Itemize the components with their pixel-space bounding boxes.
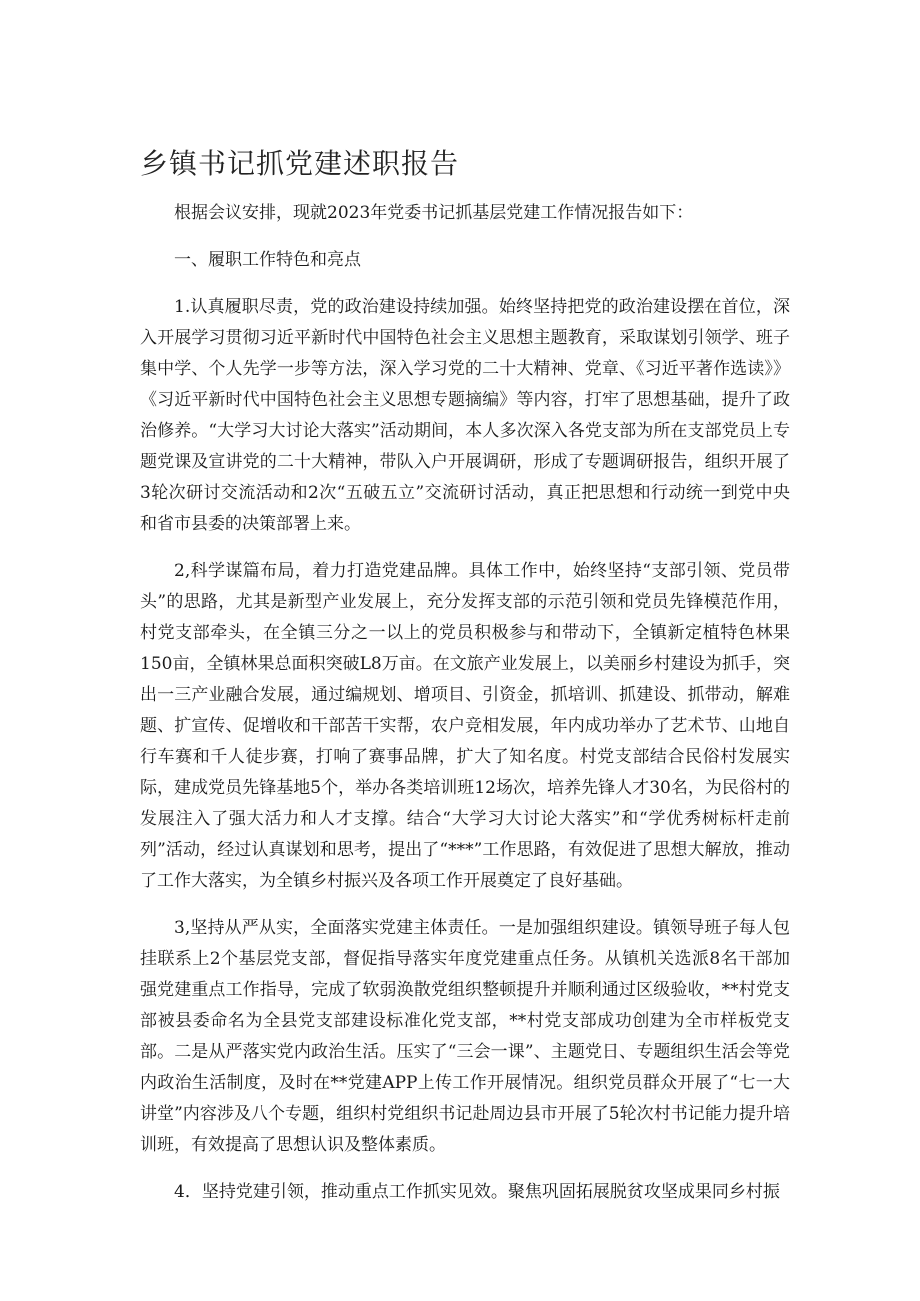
paragraph-item-1: 1.认真履职尽责，党的政治建设持续加强。始终坚持把党的政治建设摆在首位，深入开展学习贯彻习近平新时代中国特色社会主义思想主题教育，采取谋划引领学、班子集中学、个人先学一步等方法，深入学习党的二十大精神、党章、《习近平著作选读》》《习近平新时代中国特色社会主义思想专题摘编》等内容，打牢了思想基础，提升了政治修养。“大学习大讨论大落实”活动期间，本人多次深入各党支部为所在支部党员上专题党课及宣讲党的二十大精神，带队入户开展调研，形成了专题调研报告，组织开展了3轮次研讨交流活动和2次“五破五立”交流研讨活动，真正把思想和行动统一到党中央和省市县委的决策部署上来。 [140,297,790,534]
document-title: 乡镇书记抓党建述职报告 [140,147,460,180]
section-heading: 一、履职工作特色和亮点 [174,250,361,270]
paragraph-item-2: 2,科学谋篇布局，着力打造党建品牌。具体工作中，始终坚持“支部引领、党员带头”的思路，尤其是新型产业发展上，充分发挥支部的示范引领和党员先锋模范作用，村党支部牵头，在全镇三分之一以上的党员积极参与和带动下，全镇新定植特色林果150亩，全镇林果总面积突破L8万亩。在文旅产业发展上，以美丽乡村建设为抓手，突出一三产业融合发展，通过编规划、增项目、引资金，抓培训、抓建设、抓带动，解难题、扩宣传、促增收和干部苦干实帮，农户竞相发展，年内成功举办了艺术节、山地自行车赛和千人徒步赛，打响了赛事品牌，扩大了知名度。村党支部结合民俗村发展实际，建成党员先锋基地5个，举办各类培训班12场次，培养先锋人才30名，为民俗村的发展注入了强大活力和人才支撑。结合“大学习大讨论大落实”和“学优秀树标杆走前列”活动，经过认真谋划和思考，提出了“***”工作思路，有效促进了思想大解放，推动了工作大落实，为全镇乡村振兴及各项工作开展奠定了良好基础。 [140,561,790,891]
document-body [140,198,790,1224]
paragraph-item-4: 4．坚持党建引领，推动重点工作抓实见效。聚焦巩固拓展脱贫攻坚成果同乡村振 [174,1182,780,1202]
intro-paragraph: 根据会议安排，现就2023年党委书记抓基层党建工作情况报告如下： [174,203,694,223]
paragraph-item-3: 3,坚持从严从实，全面落实党建主体责任。一是加强组织建设。镇领导班子每人包挂联系上2个基层党支部，督促指导落实年度党建重点任务。从镇机关选派8名干部加强党建重点工作指导，完成了软弱涣散党组织整顿提升并顺利通过区级验收，**村党支部被县委命名为全县党支部建设标准化党支部，**村党支部成功创建为全市样板党支部。二是从严落实党内政治生活。压实了“三会一课”、主题党日、专题组织生活会等党内政治生活制度，及时在**党建APP上传工作开展情况。组织党员群众开展了“七一大讲堂”内容涉及八个专题，组织村党组织书记赴周边县市开展了5轮次村书记能力提升培训班，有效提高了思想认识及整体素质。 [140,918,790,1155]
